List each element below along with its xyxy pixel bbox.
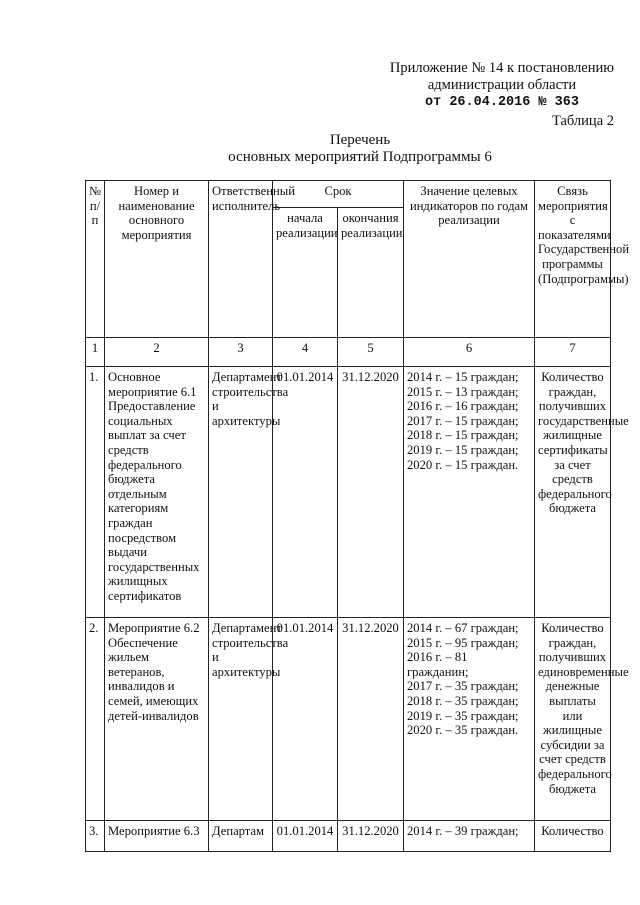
indicator-line: 2017 г. – 35 граждан; [407, 679, 519, 694]
column-number: 5 [338, 338, 404, 367]
indicator-line: 2014 г. – 15 граждан; [407, 370, 519, 384]
indicator-line: 2014 г. – 67 граждан; [407, 621, 519, 635]
header-link: Связь мероприятия с показателями Государственной программы (Подпрограммы) [535, 181, 611, 338]
table-label: Таблица 2 [551, 113, 614, 129]
table-row [86, 821, 611, 852]
row-name: Мероприятие 6.3 [105, 821, 209, 852]
header-end: окончания реализации [338, 208, 404, 338]
row-end: 31.12.2020 [338, 618, 404, 821]
column-number: 2 [105, 338, 209, 367]
indicator-line: 2020 г. – 35 граждан. [407, 723, 519, 738]
row-name: Основное мероприятие 6.1 Предоставление социальных выплат за счет средств федерального бюджета отдельным категориям граждан посредством выдачи государственных жилищных сертификатов [105, 367, 209, 618]
row-indicators [404, 618, 535, 821]
indicator-line: 2014 г. – 39 граждан; [407, 824, 519, 838]
indicator-line: 2020 г. – 15 граждан. [407, 457, 519, 472]
row-num: 3. [86, 821, 105, 852]
appendix-doc-reference: от 26.04.2016 № 363 [425, 95, 579, 110]
measures-table [85, 180, 630, 852]
row-link: Количество граждан, получивших единовременные денежные выплаты или жилищные субсидии за счет средств федерального бюджета [535, 618, 611, 821]
indicator-line: 2018 г. – 35 граждан; [407, 693, 519, 708]
title-line-2: основных мероприятий Подпрограммы 6 [228, 149, 492, 165]
row-responsible: Департамент строительства и архитектуры [209, 367, 273, 618]
page-title [180, 132, 540, 166]
indicator-line: 2015 г. – 13 граждан; [407, 384, 519, 399]
indicator-line: 2016 г. – 81 гражданин; [407, 650, 469, 679]
header-start: начала реализации [273, 208, 338, 338]
column-number: 3 [209, 338, 273, 367]
indicator-line: 2019 г. – 15 граждан; [407, 442, 519, 457]
header-indicators: Значение целевых индикаторов по годам реализации [404, 181, 535, 338]
header-responsible: Ответственный исполнитель [209, 181, 273, 338]
row-num: 1. [86, 367, 105, 618]
column-number: 6 [404, 338, 535, 367]
row-end: 31.12.2020 [338, 821, 404, 852]
appendix-line-2: администрации области [427, 77, 577, 93]
appendix-line-1: Приложение № 14 к постановлению [389, 60, 615, 76]
row-link: Количество граждан, получивших государственные жилищные сертификаты за счет средств федерального бюджета [535, 367, 611, 618]
column-number: 4 [273, 338, 338, 367]
row-responsible: Департам [209, 821, 273, 852]
row-link: Количество [535, 821, 611, 852]
row-end: 31.12.2020 [338, 367, 404, 618]
header-num: № п/п [86, 181, 105, 338]
header-period: Срок [273, 181, 404, 208]
column-number: 7 [535, 338, 611, 367]
column-numbers-row [86, 338, 611, 367]
row-num: 2. [86, 618, 105, 821]
appendix-note [372, 60, 632, 111]
indicator-line: 2018 г. – 15 граждан; [407, 428, 519, 443]
indicator-line: 2015 г. – 95 граждан; [407, 635, 519, 650]
row-responsible: Департамент строительства и архитектуры [209, 618, 273, 821]
header-name: Номер и наименование основного мероприятия [105, 181, 209, 338]
row-name: Мероприятие 6.2 Обеспечение жильем ветеранов, инвалидов и семей, имеющих детей-инвалидов [105, 618, 209, 821]
indicator-line: 2019 г. – 35 граждан; [407, 708, 519, 723]
indicator-line: 2016 г. – 16 граждан; [407, 399, 519, 414]
row-start: 01.01.2014 [273, 821, 338, 852]
title-line-1: Перечень [329, 132, 391, 148]
row-start: 01.01.2014 [273, 367, 338, 618]
table-row [86, 367, 611, 618]
header-row [86, 181, 611, 208]
row-indicators [404, 367, 535, 618]
table-row [86, 618, 611, 821]
row-start: 01.01.2014 [273, 618, 338, 821]
column-number: 1 [86, 338, 105, 367]
row-indicators [404, 821, 535, 852]
indicator-line: 2017 г. – 15 граждан; [407, 413, 519, 428]
